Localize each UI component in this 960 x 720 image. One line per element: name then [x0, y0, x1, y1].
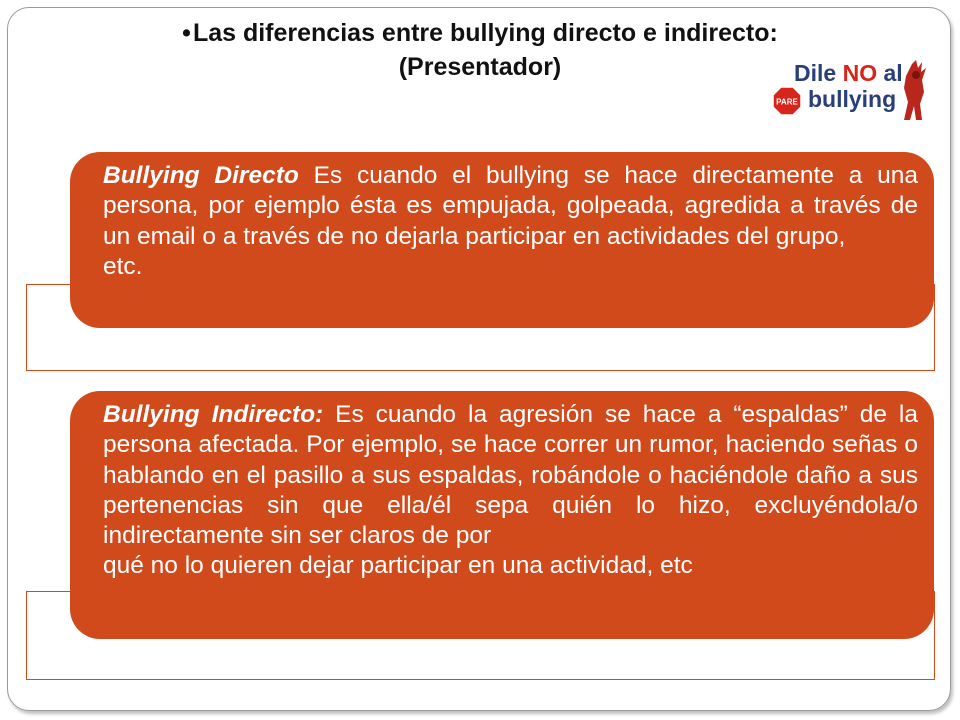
indirect-bullying-term: Bullying Indirecto: — [103, 401, 324, 428]
indirect-bullying-body: Es cuando la agresión se hace a “espaldas” de la persona afectada. Por ejemplo, se hace correr un rumor, haciendo señas o hablando en el pasillo a sus espaldas, robándole o haciéndole daño a sus pertenencias sin que ella/él sepa quién lo hizo, excluyéndola/o indirectamente sin ser claros de por — [103, 401, 918, 550]
logo-line-1 — [794, 60, 903, 87]
logo-no: NO — [842, 60, 878, 86]
dile-no-al-bullying-logo — [772, 58, 934, 124]
stop-sign-icon — [772, 86, 802, 116]
direct-bullying-body: Es cuando el bullying se hace directamente a una persona, por ejemplo ésta es empujada, golpeada, agredida a través de un email o a través de no dejarla participar en actividades del grupo, — [103, 162, 918, 250]
title-line-1: Las diferencias entre bullying directo e indirecto: — [192, 19, 778, 47]
direct-bullying-text — [103, 161, 918, 282]
direct-bullying-card — [70, 152, 934, 328]
indirect-bullying-text — [103, 400, 918, 582]
title-bullet: • — [182, 19, 191, 47]
title-line-2: (Presentador) — [398, 53, 562, 81]
direct-bullying-tail: etc. — [103, 252, 143, 280]
logo-line-2: bullying — [808, 86, 897, 112]
direct-bullying-term: Bullying Directo — [103, 162, 299, 189]
indirect-bullying-card — [70, 391, 934, 639]
hand-figure-icon — [894, 58, 934, 124]
indirect-bullying-tail: qué no lo quieren dejar participar en una actividad, etc — [103, 552, 693, 580]
stop-sign-text: PARE — [776, 97, 798, 107]
logo-prefix: Dile — [794, 60, 843, 86]
logo-suffix: al — [877, 60, 903, 86]
